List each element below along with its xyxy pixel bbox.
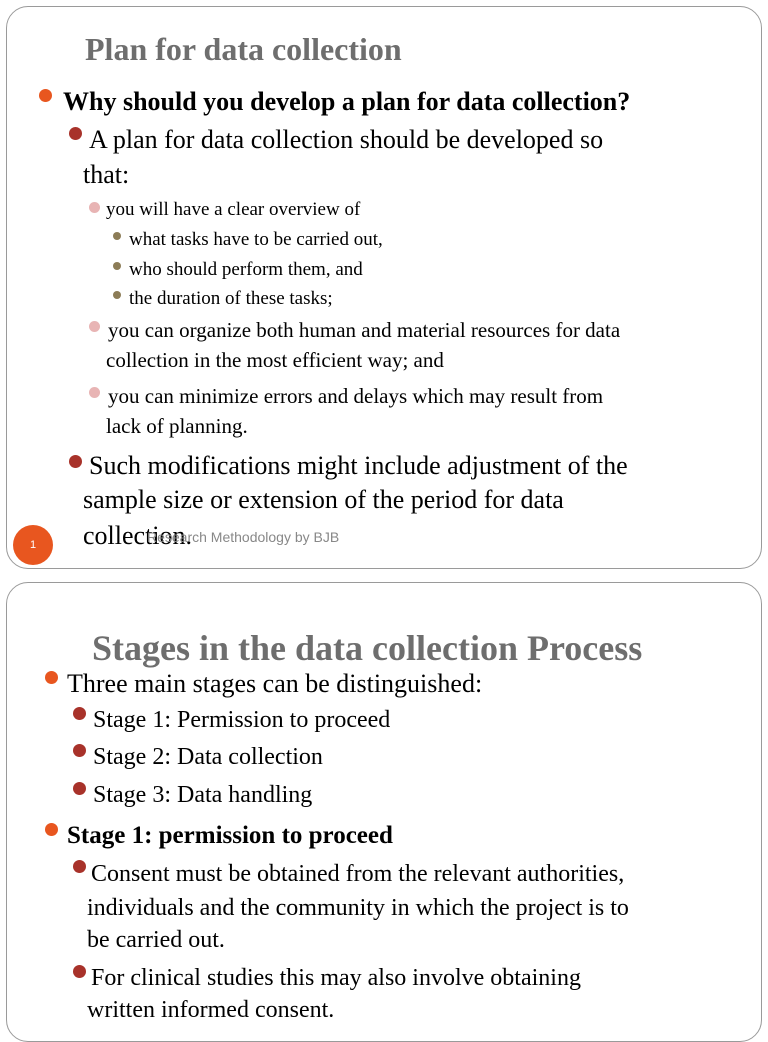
sub-point: you can minimize errors and delays which may result from: [108, 384, 604, 408]
slide-footer: Research Methodology by BJB: [147, 529, 340, 545]
clinical-line: written informed consent.: [87, 997, 335, 1023]
bullet-icon: [73, 965, 86, 978]
bullet-icon: [73, 860, 86, 873]
sub-sub-point: who should perform them, and: [129, 259, 363, 280]
bullet-icon: [113, 232, 121, 240]
sub-point: you can organize both human and material resources for data: [108, 318, 621, 342]
sub-sub-point: the duration of these tasks;: [129, 288, 333, 309]
bullet-icon: [69, 455, 82, 468]
slide-number-badge: 1: [13, 525, 53, 565]
consent-line: be carried out.: [87, 927, 225, 953]
bullet-icon: [89, 202, 100, 213]
slide-title: Plan for data collection: [85, 31, 402, 67]
answer-line: A plan for data collection should be developed so: [89, 125, 604, 154]
slide-1: [6, 6, 762, 569]
sub-point: collection in the most efficient way; and: [106, 348, 444, 372]
bullet-icon: [113, 262, 121, 270]
bullet-icon: [73, 707, 86, 720]
bullet-icon: [39, 89, 52, 102]
stage-item: Stage 1: Permission to proceed: [93, 707, 391, 733]
sub-sub-point: what tasks have to be carried out,: [129, 229, 383, 250]
bullet-icon: [69, 127, 82, 140]
stage1-heading: Stage 1: permission to proceed: [67, 822, 393, 849]
stage-item: Stage 2: Data collection: [93, 744, 323, 770]
bullet-icon: [113, 291, 121, 299]
bullet-icon: [89, 321, 100, 332]
sub-point: lack of planning.: [106, 414, 248, 438]
bullet-icon: [73, 744, 86, 757]
consent-line: individuals and the community in which the project is to: [87, 895, 629, 921]
question-heading: Why should you develop a plan for data collection?: [63, 87, 631, 116]
bullet-icon: [45, 671, 58, 684]
stage-item: Stage 3: Data handling: [93, 782, 313, 808]
clinical-line: For clinical studies this may also involve obtaining: [91, 965, 581, 991]
answer-line: collection.: [83, 521, 193, 550]
slide-2: [6, 582, 762, 1042]
consent-line: Consent must be obtained from the relevant authorities,: [91, 861, 625, 887]
bullet-icon: [89, 387, 100, 398]
slide-title: Stages in the data collection Process: [92, 628, 643, 668]
bullet-icon: [45, 823, 58, 836]
sub-point: you will have a clear overview of: [106, 199, 361, 220]
answer-line: Such modifications might include adjustment of the: [89, 451, 628, 480]
answer-line: that:: [83, 160, 130, 189]
answer-line: sample size or extension of the period for data: [83, 485, 564, 514]
bullet-icon: [73, 782, 86, 795]
intro-line: Three main stages can be distinguished:: [67, 669, 483, 698]
